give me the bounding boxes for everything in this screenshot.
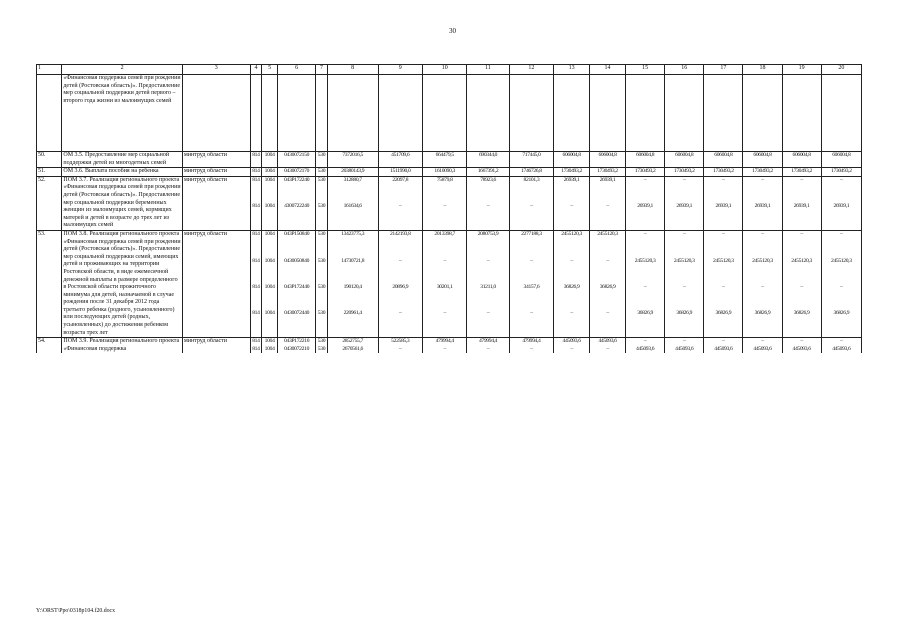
column-number-header: 5 [262, 65, 278, 75]
budget-code-cell: 530 [316, 203, 328, 230]
amount-cell: 606004,8 [665, 152, 704, 168]
amount-cell: 34157,6 [509, 284, 553, 310]
amount-cell: 2142193,8 [378, 230, 422, 258]
amount-cell: – [467, 258, 509, 284]
amount-cell: 606004,8 [704, 152, 743, 168]
empty-cell [554, 75, 590, 152]
amount-cell: 1511990,0 [378, 168, 422, 177]
amount-cell: 1730493,2 [821, 168, 861, 177]
budget-code-cell: 0430072150 [278, 152, 316, 168]
amount-cell: 36826,9 [554, 284, 590, 310]
amount-cell: 1730493,2 [782, 168, 821, 177]
amount-cell: – [378, 346, 422, 354]
budget-code-cell: 814 [250, 176, 262, 203]
column-number-header: 2 [62, 65, 183, 75]
budget-code-cell: 530 [316, 338, 328, 346]
amount-cell: – [782, 230, 821, 258]
footer-file-path: Y:\ORST\Ppo\0318p104.f20.docx [36, 608, 116, 614]
empty-cell [467, 75, 509, 152]
amount-cell: 2455120,3 [821, 258, 861, 284]
budget-code-cell: 530 [316, 284, 328, 310]
amount-cell: 1610090,3 [422, 168, 466, 177]
budget-code-cell: 530 [316, 346, 328, 354]
amount-cell: 14730721,8 [327, 258, 378, 284]
empty-cell [278, 75, 316, 152]
amount-cell: 1730493,2 [590, 168, 626, 177]
measure-name-cell: ОМ 3.5. Предоставление мер социальной поддержки детей из многодетных семей [62, 152, 183, 168]
amount-cell: 161634,6 [327, 203, 378, 230]
amount-cell: 31211,0 [467, 284, 509, 310]
amount-cell: – [821, 284, 861, 310]
budget-code-cell: 1004 [262, 258, 278, 284]
budget-code-cell: 1004 [262, 284, 278, 310]
amount-cell: 2455120,3 [590, 230, 626, 258]
empty-cell [378, 75, 422, 152]
column-number-header: 7 [316, 65, 328, 75]
budget-code-cell: 530 [316, 310, 328, 338]
amount-cell: – [509, 258, 553, 284]
empty-cell [422, 75, 466, 152]
amount-cell: – [704, 176, 743, 203]
executor-cell: минтруд области [182, 230, 250, 337]
amount-cell: – [626, 338, 665, 346]
amount-cell: – [554, 258, 590, 284]
amount-cell: 479994,4 [467, 338, 509, 346]
amount-cell: – [590, 310, 626, 338]
amount-cell: – [821, 338, 861, 346]
page-number: 30 [449, 27, 456, 35]
amount-cell: – [704, 284, 743, 310]
table-row [37, 230, 862, 258]
column-number-header: 16 [665, 65, 704, 75]
budget-code-cell: 814 [250, 203, 262, 230]
empty-cell [250, 75, 262, 152]
amount-cell: 220961,4 [327, 310, 378, 338]
column-number-header: 15 [626, 65, 665, 75]
amount-cell: 36826,9 [590, 284, 626, 310]
budget-code-cell: 1004 [262, 230, 278, 258]
column-number-header: 14 [590, 65, 626, 75]
budget-code-cell: 1004 [262, 346, 278, 354]
amount-cell: 606004,8 [743, 152, 782, 168]
amount-cell: – [743, 338, 782, 346]
amount-cell: – [743, 284, 782, 310]
budget-code-cell: 043P172210 [278, 338, 316, 346]
column-number-header: 4 [250, 65, 262, 75]
amount-cell: – [378, 203, 422, 230]
amount-cell: – [422, 258, 466, 284]
amount-cell: – [782, 284, 821, 310]
table-row [37, 75, 862, 152]
amount-cell: 2455120,3 [704, 258, 743, 284]
amount-cell: – [626, 284, 665, 310]
amount-cell: 36826,9 [821, 310, 861, 338]
amount-cell: 36826,9 [743, 310, 782, 338]
amount-cell: – [378, 310, 422, 338]
amount-cell: – [665, 230, 704, 258]
amount-cell: – [422, 346, 466, 354]
amount-cell: 445093,6 [704, 346, 743, 354]
amount-cell: – [378, 258, 422, 284]
column-number-header: 6 [278, 65, 316, 75]
amount-cell: 451709,6 [378, 152, 422, 168]
amount-cell: – [509, 310, 553, 338]
amount-cell: – [821, 176, 861, 203]
column-number-header: 20 [821, 65, 861, 75]
budget-code-cell: 814 [250, 152, 262, 168]
amount-cell: 445093,6 [590, 338, 626, 346]
budget-code-cell: 530 [316, 176, 328, 203]
row-number-cell: 54. [37, 338, 62, 354]
amount-cell: – [626, 176, 665, 203]
amount-cell: 479994,4 [509, 338, 553, 346]
empty-cell [626, 75, 665, 152]
table-row [37, 168, 862, 177]
empty-cell [704, 75, 743, 152]
amount-cell: 36826,9 [665, 310, 704, 338]
amount-cell: 26939,1 [821, 203, 861, 230]
row-number-cell [37, 75, 62, 152]
amount-cell: 312880,7 [327, 176, 378, 203]
amount-cell: 30201,1 [422, 284, 466, 310]
amount-cell: – [554, 310, 590, 338]
amount-cell: – [467, 346, 509, 354]
amount-cell: – [590, 258, 626, 284]
budget-code-cell: 1004 [262, 203, 278, 230]
column-number-header: 17 [704, 65, 743, 75]
budget-code-cell: 814 [250, 338, 262, 346]
amount-cell: – [467, 310, 509, 338]
budget-code-cell: 530 [316, 152, 328, 168]
amount-cell: – [626, 230, 665, 258]
amount-cell: – [665, 176, 704, 203]
empty-cell [327, 75, 378, 152]
budget-code-cell: 0430072210 [278, 346, 316, 354]
amount-cell: 445093,6 [554, 338, 590, 346]
row-number-cell: 51. [37, 168, 62, 177]
column-number-header: 11 [467, 65, 509, 75]
budget-code-cell: 530 [316, 168, 328, 177]
amount-cell: 26939,1 [554, 176, 590, 203]
amount-cell: – [704, 338, 743, 346]
row-number-cell: 52. [37, 176, 62, 230]
amount-cell: 2455120,3 [554, 230, 590, 258]
amount-cell: 190120,4 [327, 284, 378, 310]
empty-cell [782, 75, 821, 152]
column-number-header: 12 [509, 65, 553, 75]
amount-cell: 1730493,2 [743, 168, 782, 177]
budget-code-cell: 043P172240 [278, 176, 316, 203]
amount-cell: 2455120,3 [743, 258, 782, 284]
amount-cell: 20380143,9 [327, 168, 378, 177]
budget-code-cell: 0430072170 [278, 168, 316, 177]
amount-cell: – [821, 230, 861, 258]
amount-cell: 36826,9 [626, 310, 665, 338]
column-number-header: 1 [37, 65, 62, 75]
budget-code-cell: 530 [316, 230, 328, 258]
budget-code-cell: 0430072440 [278, 310, 316, 338]
amount-cell: 82101,3 [509, 176, 553, 203]
amount-cell: 445093,6 [626, 346, 665, 354]
budget-code-cell: 814 [250, 346, 262, 354]
amount-cell: – [782, 176, 821, 203]
amount-cell: – [743, 230, 782, 258]
budget-code-cell: 814 [250, 168, 262, 177]
amount-cell: 606004,8 [821, 152, 861, 168]
amount-cell: 26939,1 [704, 203, 743, 230]
measure-name-cell: ПОМ 3.9. Реализация регионального проекта «Финансовая поддержка [62, 338, 183, 354]
budget-table [36, 64, 862, 353]
empty-cell [821, 75, 861, 152]
amount-cell: 2455120,3 [782, 258, 821, 284]
amount-cell: – [509, 203, 553, 230]
budget-code-cell: 814 [250, 230, 262, 258]
amount-cell: – [422, 203, 466, 230]
budget-code-cell: 1004 [262, 310, 278, 338]
column-number-header: 9 [378, 65, 422, 75]
amount-cell: 26939,1 [782, 203, 821, 230]
amount-cell: 445093,6 [782, 346, 821, 354]
amount-cell: 479994,4 [422, 338, 466, 346]
budget-code-cell: 1004 [262, 176, 278, 203]
column-number-header: 8 [327, 65, 378, 75]
table-header-row [37, 65, 862, 75]
empty-cell [665, 75, 704, 152]
empty-cell [590, 75, 626, 152]
amount-cell: 2080753,9 [467, 230, 509, 258]
executor-cell: минтруд области [182, 152, 250, 168]
budget-code-cell: 1004 [262, 168, 278, 177]
amount-cell: – [509, 346, 553, 354]
amount-cell: 26939,1 [626, 203, 665, 230]
amount-cell: 75879,8 [422, 176, 466, 203]
amount-cell: – [554, 346, 590, 354]
budget-code-cell: 814 [250, 258, 262, 284]
column-number-header: 3 [182, 65, 250, 75]
amount-cell: 1730493,2 [704, 168, 743, 177]
budget-code-cell: 043P150840 [278, 230, 316, 258]
amount-cell: 445093,6 [821, 346, 861, 354]
amount-cell: 26939,1 [590, 176, 626, 203]
empty-cell [316, 75, 328, 152]
measure-name-cell: «Финансовая поддержка семей при рождении детей (Ростовская область)». Предоставление мер социальной поддержки детей первого – второго года жизни из малоимущих семей [62, 75, 183, 152]
amount-cell: – [665, 284, 704, 310]
table-row [37, 338, 862, 346]
amount-cell: 1667391,2 [467, 168, 509, 177]
amount-cell: 26939,1 [743, 203, 782, 230]
amount-cell: – [554, 203, 590, 230]
amount-cell: 2670561,6 [327, 346, 378, 354]
amount-cell: 2455120,3 [626, 258, 665, 284]
budget-code-cell: 0430050840 [278, 258, 316, 284]
amount-cell: 690344,0 [467, 152, 509, 168]
amount-cell: 1730493,2 [554, 168, 590, 177]
amount-cell: 26939,1 [665, 203, 704, 230]
amount-cell: – [590, 203, 626, 230]
amount-cell: 445093,6 [665, 346, 704, 354]
amount-cell: 664479,5 [422, 152, 466, 168]
table-row [37, 152, 862, 168]
amount-cell: 1730493,2 [626, 168, 665, 177]
row-number-cell: 53. [37, 230, 62, 337]
amount-cell: 22097,8 [378, 176, 422, 203]
amount-cell: 2455120,3 [665, 258, 704, 284]
amount-cell: 78923,6 [467, 176, 509, 203]
budget-code-cell: 1004 [262, 152, 278, 168]
executor-cell [182, 75, 250, 152]
amount-cell: 1730493,2 [665, 168, 704, 177]
budget-code-cell: 4300722240 [278, 203, 316, 230]
amount-cell: 717445,0 [509, 152, 553, 168]
budget-code-cell: 814 [250, 284, 262, 310]
measure-name-cell: ПОМ 3.7. Реализация регионального проекта «Финансовая поддержка семей при рождении детей (Ростовская область)». Предоставление мер социальной поддержки беременных женщин из малоимущих семей, кормящих матерей и детей в возрасте до трех лет из малоимущих семей [62, 176, 183, 230]
amount-cell: 606004,8 [782, 152, 821, 168]
table-row [37, 176, 862, 203]
amount-cell: 606004,8 [590, 152, 626, 168]
row-number-cell: 50. [37, 152, 62, 168]
amount-cell: 1746726,8 [509, 168, 553, 177]
amount-cell: 2852755,7 [327, 338, 378, 346]
executor-cell: минтруд области [182, 338, 250, 354]
column-number-header: 13 [554, 65, 590, 75]
amount-cell: 36826,9 [704, 310, 743, 338]
column-number-header: 19 [782, 65, 821, 75]
budget-code-cell: 1004 [262, 338, 278, 346]
empty-cell [743, 75, 782, 152]
measure-name-cell: ПОМ 3.8. Реализация регионального проекта «Финансовая поддержка семей при рождении детей (Ростовская область)». Предоставление мер социальной поддержки семей, имеющих детей и проживающих на территории Ростовской области, в виде ежемесячной денежной выплаты в размере определенного в Ростовской области прожиточного минимума для детей, назначаемой в случае рождения после 31 декабря 2012 года третьего ребенка (родного, усыновленного) или последующих детей (родных, усыновленных) до достижения ребенком возраста трех лет [62, 230, 183, 337]
amount-cell: – [782, 338, 821, 346]
amount-cell: – [704, 230, 743, 258]
amount-cell: – [590, 346, 626, 354]
column-number-header: 10 [422, 65, 466, 75]
amount-cell: – [467, 203, 509, 230]
amount-cell: 7372016,5 [327, 152, 378, 168]
column-number-header: 18 [743, 65, 782, 75]
amount-cell: 20896,9 [378, 284, 422, 310]
amount-cell: 36826,9 [782, 310, 821, 338]
budget-code-cell: 814 [250, 310, 262, 338]
amount-cell: 606004,8 [554, 152, 590, 168]
amount-cell: 13423775,3 [327, 230, 378, 258]
amount-cell: – [743, 176, 782, 203]
executor-cell: минтруд области [182, 176, 250, 230]
budget-code-cell: 043P172440 [278, 284, 316, 310]
empty-cell [262, 75, 278, 152]
amount-cell: – [422, 310, 466, 338]
amount-cell: – [665, 338, 704, 346]
amount-cell: 522585,3 [378, 338, 422, 346]
amount-cell: 2013398,7 [422, 230, 466, 258]
executor-cell: минтруд области [182, 168, 250, 177]
budget-code-cell: 530 [316, 258, 328, 284]
amount-cell: 606004,8 [626, 152, 665, 168]
amount-cell: 445093,6 [743, 346, 782, 354]
empty-cell [509, 75, 553, 152]
measure-name-cell: ОМ 3.6. Выплата пособия на ребенка [62, 168, 183, 177]
amount-cell: 2277188,3 [509, 230, 553, 258]
